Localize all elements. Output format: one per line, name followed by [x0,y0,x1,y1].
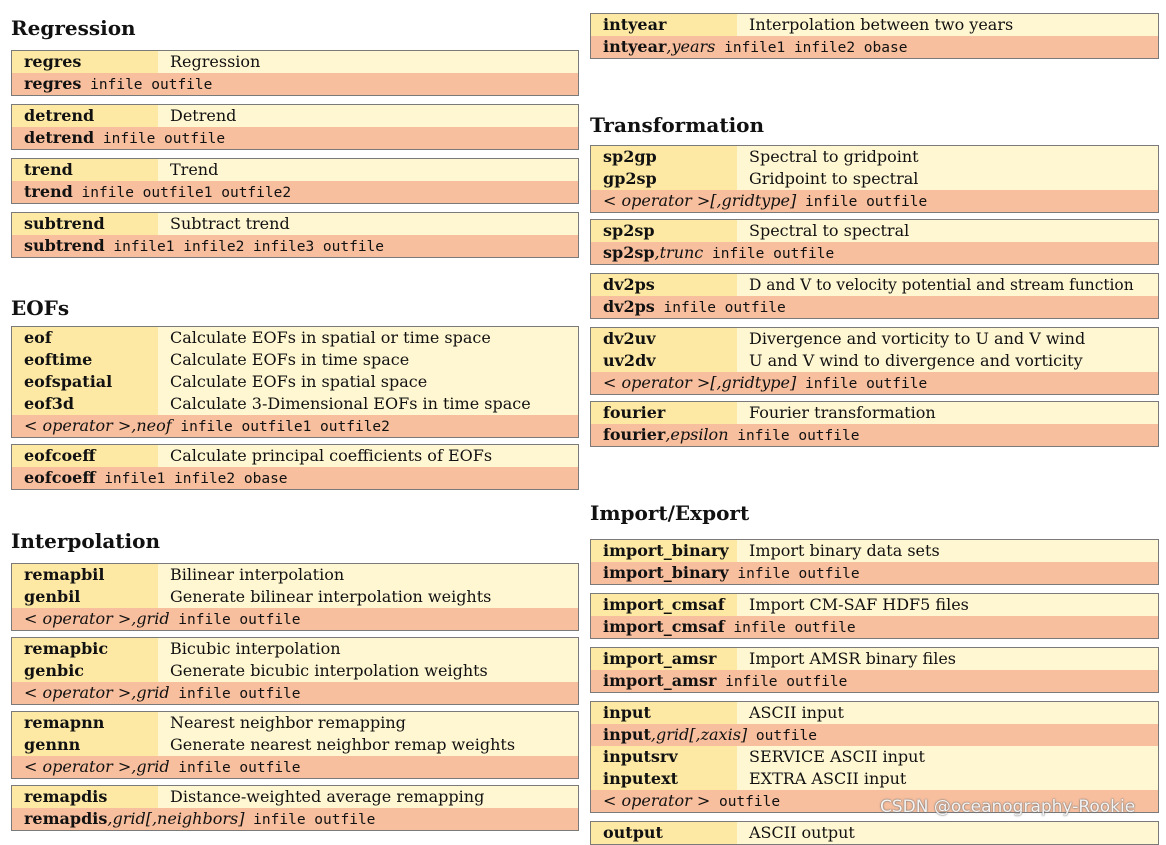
watermark-text: CSDN @oceanography-Rookie [880,797,1136,817]
operator-box [11,444,579,490]
usage-files: infile1 infile2 obase [715,40,908,56]
operator-row [591,274,1158,296]
operator-desc: ASCII input [749,703,844,722]
usage-row [591,724,1158,746]
usage-params: < operator >,grid [24,609,170,628]
usage-params: < operator >[,gridtype] [603,373,797,392]
operator-name: inputsrv [591,746,737,768]
usage-operator: regres [24,74,82,93]
operator-box [11,104,579,150]
operator-row [591,350,1158,372]
operator-row [12,712,578,734]
operator-desc: EXTRA ASCII input [749,769,907,788]
operator-name: output [591,822,737,844]
usage-params: ,trunc [654,243,704,262]
usage-operator: remapdis [24,809,108,828]
operator-name: genbic [12,660,158,682]
operator-row [12,638,578,660]
operator-row [591,540,1158,562]
operator-box [590,273,1159,319]
usage-operator: dv2ps [603,297,655,316]
operator-row [591,402,1158,424]
operator-box [11,711,579,779]
operator-row [12,213,578,235]
usage-row [591,296,1158,318]
operator-row [591,768,1158,790]
operator-desc: Subtract trend [170,214,290,233]
section-title-import-export: Import/Export [590,501,750,525]
usage-params: < operator >,neof [24,416,172,435]
operator-name: remapnn [12,712,158,734]
usage-row [591,190,1158,212]
operator-name: intyear [591,14,737,36]
operator-desc: Interpolation between two years [749,15,1014,34]
usage-params: < operator >,grid [24,757,170,776]
operator-desc: Spectral to gridpoint [749,147,919,166]
operator-name: sp2gp [591,146,737,168]
operator-row [12,349,578,371]
operator-row [591,328,1158,350]
operator-row [591,702,1158,724]
operator-name: genbil [12,586,158,608]
operator-desc: Detrend [170,106,237,125]
operator-name: subtrend [12,213,158,235]
operator-row [12,564,578,586]
usage-row [12,682,578,704]
operator-row [591,146,1158,168]
operator-box [11,326,579,438]
operator-name: dv2uv [591,328,737,350]
usage-files: infile outfile [169,612,301,628]
operator-desc: ASCII output [749,823,855,842]
operator-desc: Bicubic interpolation [170,639,341,658]
usage-row [12,608,578,630]
usage-operator: input [603,725,651,744]
usage-operator: fourier [603,425,666,444]
operator-name: input [591,702,737,724]
usage-files: infile outfile [728,566,860,582]
operator-name: dv2ps [591,274,737,296]
operator-box [11,637,579,705]
operator-row [12,159,578,181]
usage-files: infile outfile [169,686,301,702]
operator-desc: Divergence and vorticity to U and V wind [749,329,1086,348]
operator-desc: Generate bicubic interpolation weights [170,661,488,680]
section-title-transformation: Transformation [590,113,765,137]
usage-params: < operator > [603,791,711,810]
operator-row [12,660,578,682]
usage-params: ,epsilon [665,425,729,444]
section-title-interpolation: Interpolation [11,529,160,553]
operator-desc: D and V to velocity potential and stream function [749,276,1134,294]
operator-row [591,220,1158,242]
operator-desc: SERVICE ASCII input [749,747,925,766]
operator-name: eofcoeff [12,445,158,467]
section-title-eofs: EOFs [11,296,70,320]
operator-box [590,219,1159,265]
operator-name: remapbic [12,638,158,660]
operator-desc: Calculate EOFs in spatial or time space [170,328,491,347]
usage-row [591,424,1158,446]
operator-row [12,586,578,608]
operator-row [12,371,578,393]
operator-name: inputext [591,768,737,790]
usage-row [12,415,578,437]
usage-operator: import_cmsaf [603,617,725,636]
usage-row [591,616,1158,638]
usage-files: infile outfile [716,674,848,690]
operator-row [12,327,578,349]
usage-files: infile outfile [81,77,213,93]
operator-box [590,647,1159,693]
operator-name: trend [12,159,158,181]
usage-operator: eofcoeff [24,468,96,487]
operator-desc: Trend [170,160,219,179]
operator-row [591,822,1158,844]
operator-desc: Calculate EOFs in time space [170,350,410,369]
usage-row [591,670,1158,692]
usage-files: infile1 infile2 obase [95,471,288,487]
operator-desc: Gridpoint to spectral [749,169,919,188]
usage-files: infile outfile [244,812,376,828]
usage-params: < operator >[,gridtype] [603,191,797,210]
operator-desc: U and V wind to divergence and vorticity [749,351,1083,370]
operator-row [591,14,1158,36]
operator-row [12,393,578,415]
usage-files: infile outfile [94,131,226,147]
usage-row [12,181,578,203]
operator-name: uv2dv [591,350,737,372]
usage-files: infile outfile [796,194,928,210]
operator-desc: Calculate EOFs in spatial space [170,372,428,391]
operator-box [11,785,579,831]
operator-box [590,539,1159,585]
operator-name: eof [12,327,158,349]
operator-name: regres [12,51,158,73]
operator-row [12,105,578,127]
operator-name: detrend [12,105,158,127]
usage-files: infile outfile [703,246,835,262]
usage-files: outfile [710,794,781,810]
operator-name: import_binary [591,540,737,562]
operator-row [591,168,1158,190]
operator-row [12,786,578,808]
operator-name: gennn [12,734,158,756]
operator-desc: Nearest neighbor remapping [170,713,406,732]
operator-desc: Bilinear interpolation [170,565,345,584]
usage-operator: intyear [603,37,667,56]
operator-desc: Fourier transformation [749,403,936,422]
operator-box [590,145,1159,213]
operator-name: eof3d [12,393,158,415]
operator-box [590,821,1159,845]
usage-operator: import_amsr [603,671,717,690]
operator-row [12,51,578,73]
operator-name: import_cmsaf [591,594,737,616]
operator-desc: Import CM-SAF HDF5 files [749,595,969,614]
operator-row [12,734,578,756]
operator-row [591,594,1158,616]
operator-name: import_amsr [591,648,737,670]
usage-params: ,grid[,neighbors] [107,809,245,828]
usage-files: infile outfile [169,760,301,776]
section-title-regression: Regression [11,16,136,40]
operator-name: remapbil [12,564,158,586]
usage-row [591,372,1158,394]
operator-row [591,648,1158,670]
operator-desc: Import AMSR binary files [749,649,957,668]
usage-files: infile outfile1 outfile2 [72,185,292,201]
usage-files: infile outfile [724,620,856,636]
usage-operator: import_binary [603,563,729,582]
usage-files: infile outfile [728,428,860,444]
operator-row [591,746,1158,768]
usage-row [12,808,578,830]
usage-files: infile outfile [654,300,786,316]
operator-name: remapdis [12,786,158,808]
usage-params: < operator >,grid [24,683,170,702]
operator-box [590,401,1159,447]
operator-box [11,50,579,96]
operator-desc: Distance-weighted average remapping [170,787,485,806]
operator-desc: Generate bilinear interpolation weights [170,587,492,606]
usage-operator: sp2sp [603,243,655,262]
usage-row [591,562,1158,584]
usage-row [591,242,1158,264]
usage-row [591,36,1158,58]
operator-box [11,212,579,258]
operator-box [11,563,579,631]
usage-files: infile1 infile2 infile3 outfile [104,239,385,255]
usage-files: infile outfile [796,376,928,392]
usage-row [12,127,578,149]
operator-row [12,445,578,467]
usage-row [12,73,578,95]
operator-box [11,158,579,204]
usage-files: infile outfile1 outfile2 [171,419,390,435]
usage-operator: trend [24,182,73,201]
usage-row [12,756,578,778]
usage-row [12,235,578,257]
operator-desc: Calculate 3-Dimensional EOFs in time space [170,394,531,413]
operator-name: eofspatial [12,371,158,393]
usage-params: ,grid[,zaxis] [650,725,748,744]
operator-desc: Calculate principal coefficients of EOFs [170,446,493,465]
operator-box [590,593,1159,639]
operator-name: fourier [591,402,737,424]
usage-params: ,years [666,37,716,56]
usage-row [12,467,578,489]
operator-desc: Generate nearest neighbor remap weights [170,735,516,754]
operator-name: eoftime [12,349,158,371]
operator-name: sp2sp [591,220,737,242]
operator-box [590,327,1159,395]
operator-box [590,13,1159,59]
operator-desc: Regression [170,52,261,71]
operator-desc: Spectral to spectral [749,221,910,240]
usage-operator: subtrend [24,236,105,255]
operator-name: gp2sp [591,168,737,190]
operator-desc: Import binary data sets [749,541,940,560]
usage-files: outfile [747,728,817,744]
usage-operator: detrend [24,128,95,147]
